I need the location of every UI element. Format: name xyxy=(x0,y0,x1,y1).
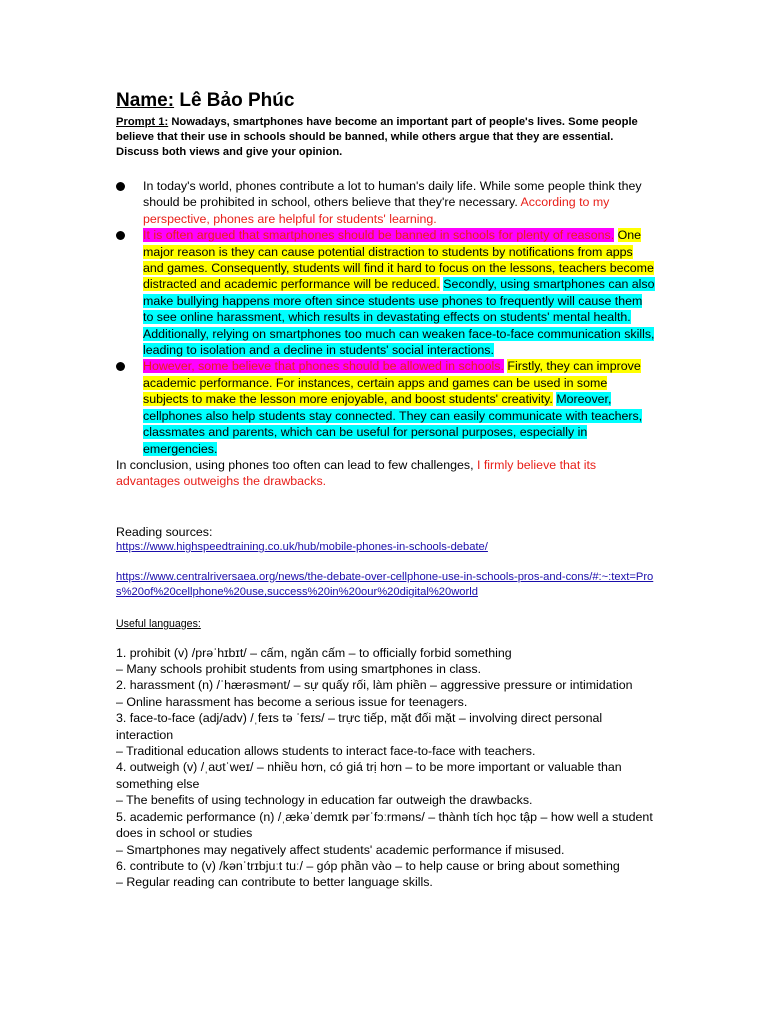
student-name: Lê Bảo Phúc xyxy=(179,90,295,111)
prompt-text: Nowadays, smartphones have become an important part of people's lives. Some people believe that their use in schools should be banned, while others argue that they are essential. Discuss both views and give your opinion. xyxy=(116,116,638,158)
bullet-icon xyxy=(116,182,125,191)
name-label: Name: xyxy=(116,90,175,111)
vocabulary-list xyxy=(116,645,656,891)
against-reason-2: Secondly, using smartphones can also make bullying happens more often since students use phones to frequently will cause them to see online harassment, which results in devastating effects on students' mental health. Additionally, relying on smartphones too much can weaken face-to-face communication skills, leading to isolation and a decline in students' social interactions. xyxy=(143,277,655,358)
bullet-icon xyxy=(116,362,125,371)
vocab-line: – Smartphones may negatively affect students' academic performance if misused. xyxy=(116,842,565,857)
document-page xyxy=(116,90,656,891)
for-reason-2: Moreover, cellphones also help students stay connected. They can easily communicate with teachers, classmates and parents, which can be useful for personal purposes, especially in emergencies. xyxy=(143,392,643,456)
for-reason-1: Firstly, they can improve academic performance. For instances, certain apps and games can be used in some subjects to make the lesson more enjoyable, and boost students' creativity. xyxy=(143,359,641,407)
conclusion-opinion: I firmly believe that its advantages outweighs the drawbacks. xyxy=(116,457,597,489)
intro-text: In today's world, phones contribute a lot to human's daily life. While some people think they should be prohibited in school, others believe that they're necessary. xyxy=(143,179,642,210)
for-topic-sentence: However, some believe that phones should be allowed in schools. xyxy=(143,359,504,374)
vocab-line: – Online harassment has become a serious issue for teenagers. xyxy=(116,694,468,709)
useful-languages-heading: Useful languages: xyxy=(116,617,201,630)
prompt-label: Prompt 1: xyxy=(116,116,169,128)
sources-heading: Reading sources: xyxy=(116,524,213,539)
essay-paragraph-for xyxy=(116,358,656,456)
bullet-icon xyxy=(116,231,125,240)
conclusion xyxy=(116,457,656,490)
essay-paragraph-against xyxy=(116,227,656,358)
vocab-line: 2. harassment (n) /ˈhærəsmənt/ – sự quấy rối, làm phiền – aggressive pressure or intimidation xyxy=(116,678,633,693)
against-topic-sentence: It is often argued that smartphones should be banned in schools for plenty of reasons. xyxy=(143,228,615,243)
vocab-line: 6. contribute to (v) /kənˈtrɪbjuːt tuː/ – góp phần vào – to help cause or bring about something xyxy=(116,858,620,873)
prompt xyxy=(116,115,656,160)
vocab-line: – Many schools prohibit students from using smartphones in class. xyxy=(116,662,482,677)
against-reason-1: One major reason is they can cause potential distraction to students by notifications from apps and games. Consequently, students will find it hard to focus on the lessons, teachers become distracted and academic performance will be reduced. xyxy=(143,228,654,292)
reading-sources xyxy=(116,524,656,601)
intro-opinion: According to my perspective, phones are helpful for students' learning. xyxy=(143,195,610,226)
vocab-line: – Traditional education allows students to interact face-to-face with teachers. xyxy=(116,744,536,759)
essay-paragraph-intro xyxy=(116,178,656,227)
vocab-line: 3. face-to-face (adj/adv) /ˌfeɪs tə ˈfeɪs/ – trực tiếp, mặt đối mặt – involving direct personal interaction xyxy=(116,711,603,742)
source-link-2[interactable]: https://www.centralriversaea.org/news/the-debate-over-cellphone-use-in-schools-pros-and-cons/#:~:text=Pros%20of%20cellphone%20use,success%20in%20our%20digital%20world xyxy=(116,570,654,599)
student-name-line xyxy=(116,90,656,112)
vocab-line: 5. academic performance (n) /ˌækəˈdemɪk pərˈfɔːrməns/ – thành tích học tập – how well a student does in school or studies xyxy=(116,809,653,841)
conclusion-text: In conclusion, using phones too often can lead to few challenges, xyxy=(116,457,474,472)
vocab-line: 4. outweigh (v) /ˌaʊtˈweɪ/ – nhiều hơn, có giá trị hơn – to be more important or valuable than something else xyxy=(116,760,622,791)
vocab-line: – Regular reading can contribute to better language skills. xyxy=(116,875,433,890)
source-link-1[interactable]: https://www.highspeedtraining.co.uk/hub/mobile-phones-in-schools-debate/ xyxy=(116,541,488,554)
essay-bullets xyxy=(116,178,656,457)
vocab-line: 1. prohibit (v) /prəˈhɪbɪt/ – cấm, ngăn cấm – to officially forbid something xyxy=(116,645,512,660)
vocab-line: – The benefits of using technology in education far outweigh the drawbacks. xyxy=(116,793,533,808)
